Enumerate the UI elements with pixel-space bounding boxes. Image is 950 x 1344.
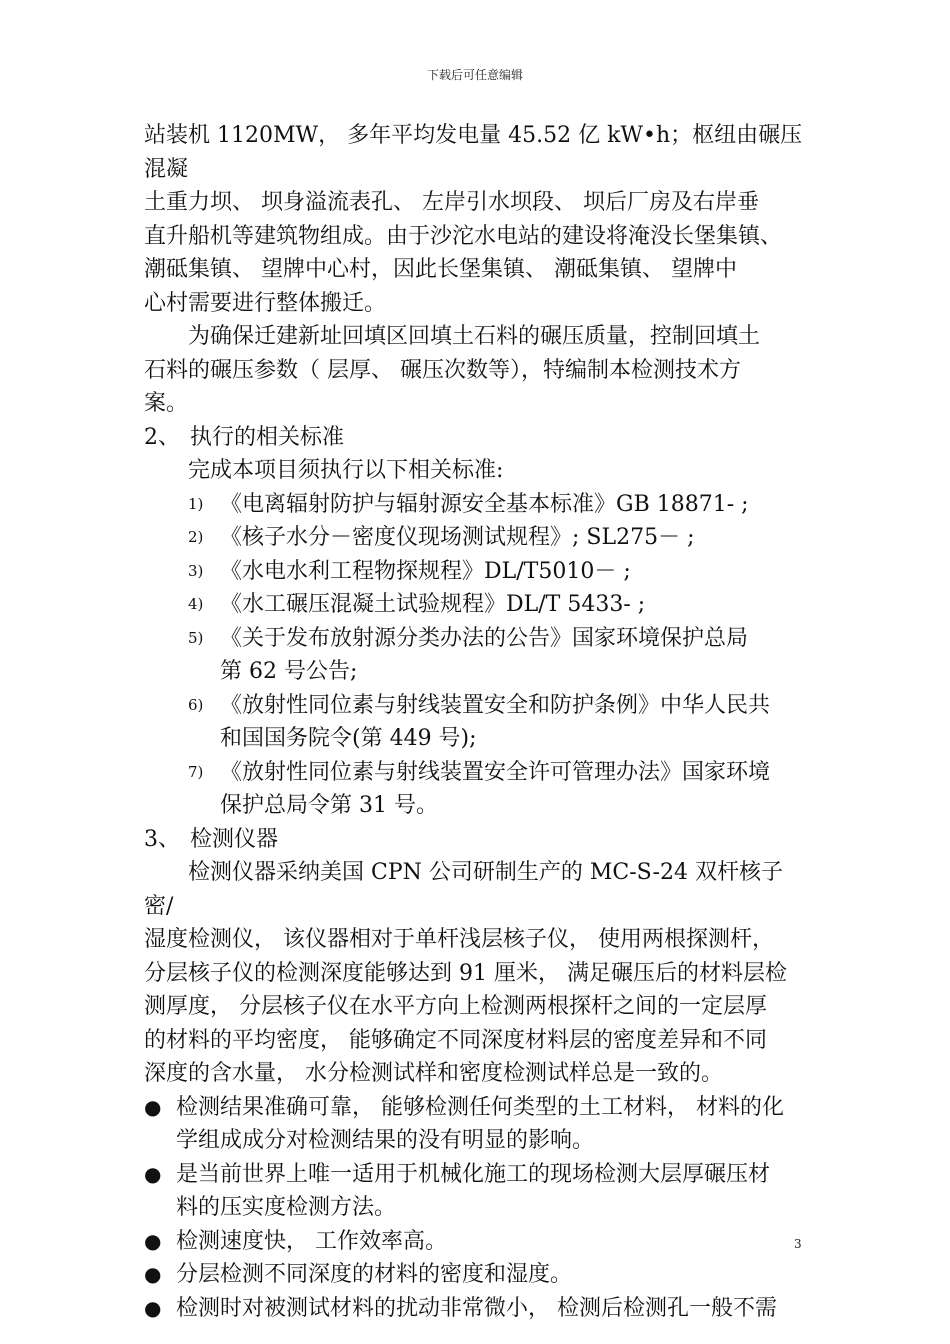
page-number: 3: [794, 1237, 802, 1251]
section-heading: [144, 823, 810, 857]
bullet-text: 检测结果准确可靠， 能够检测任何类型的土工材料， 材料的化: [176, 1094, 784, 1120]
list-text: 《电离辐射防护与辐射源安全基本标准》GB 18871- ;: [220, 491, 749, 517]
section-intro: 完成本项目须执行以下相关标准:: [188, 458, 504, 483]
bullet-text: 分层检测不同深度的材料的密度和湿度。: [176, 1262, 573, 1287]
instrument-paragraph: [144, 856, 810, 1091]
list-number: 6): [188, 695, 204, 714]
bullet-text: 料的压实度检测方法。: [176, 1195, 397, 1220]
list-item: [144, 622, 810, 689]
bullet-text: 是当前世界上唯一适用于机械化施工的现场检测大层厚碾压材: [176, 1161, 771, 1187]
list-text: 《水工碾压混凝土试验规程》DL/T 5433- ;: [220, 592, 646, 617]
text-line: 湿度检测仪， 该仪器相对于单杆浅层核子仪， 使用两根探测杆，: [144, 927, 774, 952]
bullet-icon: ●: [144, 1161, 162, 1186]
text-line: 案。: [144, 391, 189, 416]
intro-paragraph: [144, 119, 810, 320]
text-line: 心村需要进行整体搬迁。: [144, 290, 387, 316]
bullet-item: [144, 1158, 810, 1225]
standards-list: [144, 488, 810, 823]
list-number: 1): [188, 494, 204, 513]
list-text: 和国国务院令(第 449 号);: [220, 726, 477, 751]
bullet-item: [144, 1292, 810, 1326]
text-line: 站装机 1120MW， 多年平均发电量 45.52 亿 kW•h；枢纽由碾压混凝: [144, 123, 803, 182]
bullet-icon: ●: [144, 1228, 162, 1253]
bullet-icon: ●: [144, 1262, 162, 1286]
list-item: [144, 588, 810, 622]
document-body: [144, 119, 810, 1325]
feature-bullet-list: [144, 1091, 810, 1326]
section-number: 2、: [144, 424, 180, 450]
text-line: 检测仪器采纳美国 CPN 公司研制生产的 MC-S-24 双杆核子密/: [144, 860, 783, 919]
section-number: 3、: [144, 826, 180, 852]
list-number: 3): [188, 561, 204, 580]
list-number: 2): [188, 528, 204, 546]
text-line: 分层核子仪的检测深度能够达到 91 厘米， 满足碾压后的材料层检: [144, 960, 787, 986]
page-header: 下载后可任意编辑: [426, 68, 523, 82]
bullet-text: 检测速度快， 工作效率高。: [176, 1228, 447, 1254]
bullet-text: 学组成成分对检测结果的没有明显的影响。: [176, 1128, 595, 1153]
list-item: [144, 488, 810, 522]
list-number: 4): [188, 595, 204, 613]
list-text: 保护总局令第 31 号。: [220, 793, 438, 818]
text-line: 测厚度， 分层核子仪在水平方向上检测两根探杆之间的一定层厚: [144, 994, 767, 1019]
list-item: [144, 521, 810, 555]
text-line: 潮砥集镇、 望牌中心村，因此长堡集镇、 潮砥集镇、 望牌中: [144, 257, 737, 282]
list-text: 《关于发布放射源分类办法的公告》国家环境保护总局: [220, 625, 749, 651]
list-text: 《放射性同位素与射线装置安全和防护条例》中华人民共: [220, 692, 771, 718]
text-line: 石料的碾压参数（ 层厚、 碾压次数等），特编制本检测技术方: [144, 357, 741, 383]
list-item: [144, 555, 810, 589]
list-text: 《水电水利工程物探规程》DL/T5010－ ;: [220, 558, 631, 584]
section-heading: [144, 421, 810, 455]
text-line: 直升船机等建筑物组成。由于沙沱水电站的建设将淹没长堡集镇、: [144, 223, 783, 249]
bullet-icon: ●: [144, 1295, 162, 1320]
list-text: 《核子水分－密度仪现场测试规程》; SL275－ ;: [220, 525, 695, 550]
list-item: [144, 689, 810, 756]
list-text: 第 62 号公告;: [220, 659, 358, 684]
bullet-item: [144, 1225, 810, 1259]
section-title: 检测仪器: [190, 826, 279, 852]
list-number: 7): [188, 762, 204, 781]
bullet-item: [144, 1258, 810, 1292]
text-line: 土重力坝、 坝身溢流表孔、 左岸引水坝段、 坝后厂房及右岸垂: [144, 190, 759, 215]
bullet-item: [144, 1091, 810, 1158]
purpose-paragraph: [144, 320, 810, 421]
text-line: 的材料的平均密度， 能够确定不同深度材料层的密度差异和不同: [144, 1027, 767, 1053]
text-line: 为确保迁建新址回填区回填土石料的碾压质量，控制回填土: [188, 324, 761, 349]
bullet-text: 检测时对被测试材料的扰动非常微小， 检测后检测孔一般不需: [176, 1295, 777, 1321]
list-text: 《放射性同位素与射线装置安全许可管理办法》国家环境: [220, 759, 771, 785]
list-item: [144, 756, 810, 823]
bullet-icon: ●: [144, 1094, 162, 1119]
list-number: 5): [188, 628, 204, 647]
section-title: 执行的相关标准: [190, 424, 345, 450]
text-line: 深度的含水量， 水分检测试样和密度检测试样总是一致的。: [144, 1061, 723, 1086]
